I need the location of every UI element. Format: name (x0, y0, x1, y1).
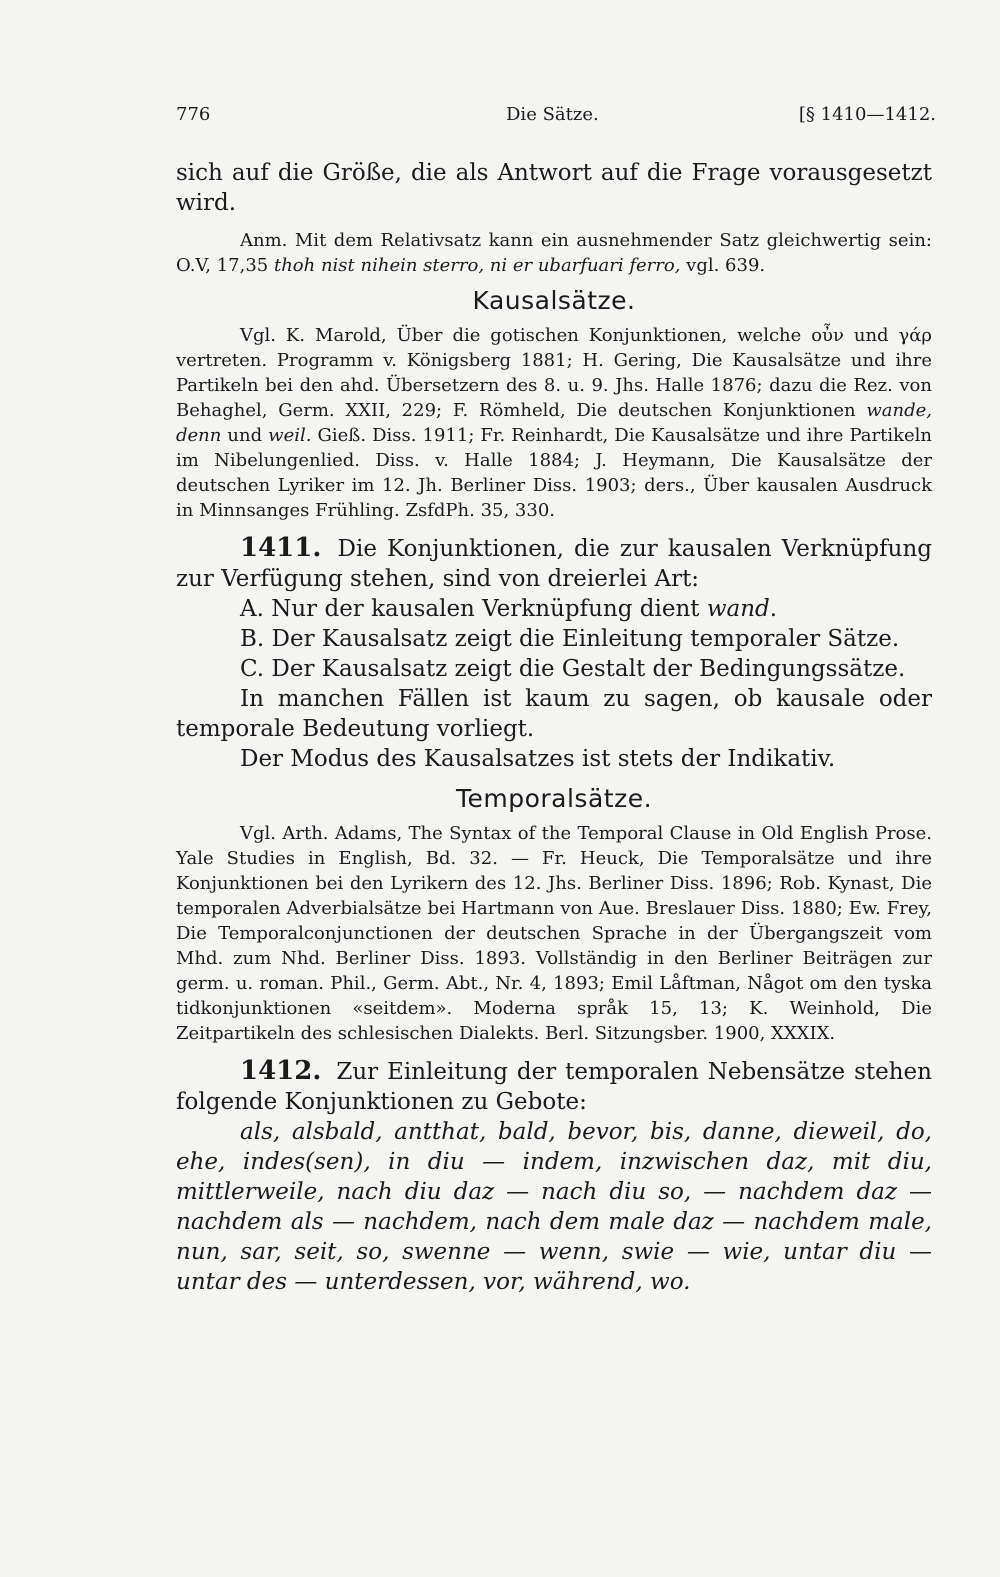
bibliography-causal: Vgl. K. Marold, Über die gotischen Konjunktionen, welche οὖν und γάρ vertreten. Programm v. Königsberg 1881; H. Gering, Die Kausalsätze und ihre Partikeln bei den ahd. Übersetzern des 8. u. 9. Jhs. Halle 1876; dazu die Rez. von Behaghel, Germ. XXII, 229; F. Römheld, Die deutschen Konjunktionen wande, denn und weil. Gieß. Diss. 1911; Fr. Reinhardt, Die Kausalsätze und ihre Partikeln im Nibelungenlied. Diss. v. Halle 1884; J. Heymann, Die Kausalsätze der deutschen Lyriker im 12. Jh. Berliner Diss. 1903; ders., Über kausalen Ausdruck in Minnsanges Frühling. ZsfdPh. 35, 330. (176, 325, 932, 521)
bibliography-temporal: Vgl. Arth. Adams, The Syntax of the Temporal Clause in Old English Prose. Yale Studies in English, Bd. 32. — Fr. Heuck, Die Temporalsätze und ihre Konjunktionen bei den Lyrikern des 12. Jhs. Berliner Diss. 1896; Rob. Kynast, Die temporalen Adverbialsätze bei Hartmann von Aue. Breslauer Diss. 1880; Ew. Frey, Die Temporalconjunctionen der deutschen Sprache in der Übergangszeit vom Mhd. zum Nhd. Berliner Diss. 1893. Vollständig in den Berliner Beiträgen zur germ. u. roman. Phil., Germ. Abt., Nr. 4, 1893; Emil Låftman, Något om den tyska tidkonjunktionen «seitdem». Moderna språk 15, 13; K. Weinhold, Die Zeitpartikeln des schlesischen Dialekts. Berl. Sitzungsber. 1900, XXXIX. (176, 823, 932, 1044)
section-1411-item-c: C. Der Kausalsatz zeigt die Gestalt der Bedingungssätze. (240, 656, 906, 682)
continuation-paragraph: sich auf die Größe, die als Antwort auf die Frage vorausgesetzt wird. (176, 160, 932, 216)
section-1411-modus: Der Modus des Kausalsatzes ist stets der Indikativ. (240, 746, 836, 772)
section-1411-item-b: B. Der Kausalsatz zeigt die Einleitung temporaler Sätze. (240, 626, 900, 652)
conjunction-list: als, alsbald, antthat, bald, bevor, bis, danne, dieweil, do, ehe, indes(sen), in diu — indem, inzwischen daz, mit diu, mittlerweile, nach diu daz — nach diu so, — nachdem daz — nachdem als — nachdem, nach dem male daz — nachdem male, nun, sar, seit, so, swenne — wenn, swie — wie, untar diu — untar des — unterdessen, vor, während, wo. (176, 1119, 932, 1295)
heading-kausalsaetze: Kausalsätze. (472, 286, 636, 315)
note-paragraph (176, 228, 932, 278)
section-range: [§ 1410—1412. (798, 104, 936, 125)
running-title: Die Sätze. (506, 104, 599, 125)
section-number-1412: 1412. (240, 1056, 322, 1086)
page-body (176, 158, 932, 1297)
running-header (176, 104, 936, 130)
page-number: 776 (176, 104, 211, 125)
note-quote: thoh nist nihein sterro, ni er ubarfuari ferro, (273, 255, 681, 276)
heading-temporalsaetze: Temporalsätze. (455, 784, 653, 813)
section-number-1411: 1411. (240, 533, 322, 563)
note-text: Anm. Mit dem Relativsatz kann ein ausnehmender Satz gleichwertig sein: O.V, 17,35 (176, 230, 932, 276)
section-1411-remark: In manchen Fällen ist kaum zu sagen, ob kausale oder temporale Bedeutung vorliegt. (176, 686, 932, 742)
section-1411-item-a: A. Nur der kausalen Verknüpfung dient wand. (240, 596, 778, 622)
section-1411-intro: 1411. Die Konjunktionen, die zur kausalen Verknüpfung zur Verfügung stehen, sind von dreierlei Art: (176, 533, 932, 592)
note-ref: vgl. 639. (680, 255, 766, 276)
section-1412-intro: 1412. Zur Einleitung der temporalen Nebensätze stehen folgende Konjunktionen zu Gebote: (176, 1056, 932, 1115)
